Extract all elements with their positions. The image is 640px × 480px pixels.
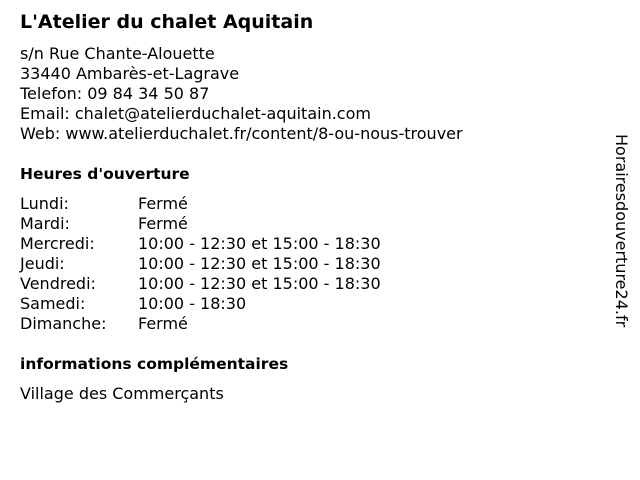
time-value: 10:00 - 12:30 et 15:00 - 18:30 bbox=[138, 254, 381, 273]
time-value: Fermé bbox=[138, 194, 188, 213]
hours-row-wednesday bbox=[20, 234, 381, 254]
phone-number: Telefon: 09 84 34 50 87 bbox=[20, 84, 210, 103]
day-label: Mardi: bbox=[20, 214, 70, 233]
watermark: Horairesdouverture24.fr bbox=[612, 134, 631, 328]
time-value: 10:00 - 12:30 et 15:00 - 18:30 bbox=[138, 234, 381, 253]
day-label: Lundi: bbox=[20, 194, 69, 213]
opening-hours-list bbox=[20, 194, 381, 334]
hours-row-tuesday bbox=[20, 214, 381, 234]
extra-info-heading: informations complémentaires bbox=[20, 355, 289, 373]
page-title: L'Atelier du chalet Aquitain bbox=[20, 11, 314, 33]
street-address: s/n Rue Chante-Alouette bbox=[20, 44, 215, 63]
contact-block bbox=[20, 44, 463, 144]
email-address: Email: chalet@atelierduchalet-aquitain.com bbox=[20, 104, 371, 123]
website-address: Web: www.atelierduchalet.fr/content/8-ou-nous-trouver bbox=[20, 124, 463, 143]
hours-row-saturday bbox=[20, 294, 381, 314]
extra-info-text: Village des Commerçants bbox=[20, 384, 224, 403]
hours-row-thursday bbox=[20, 254, 381, 274]
time-value: Fermé bbox=[138, 314, 188, 333]
day-label: Mercredi: bbox=[20, 234, 95, 253]
hours-row-monday bbox=[20, 194, 381, 214]
hours-heading: Heures d'ouverture bbox=[20, 165, 190, 183]
day-label: Dimanche: bbox=[20, 314, 107, 333]
time-value: 10:00 - 18:30 bbox=[138, 294, 247, 313]
city-address: 33440 Ambarès-et-Lagrave bbox=[20, 64, 240, 83]
day-label: Vendredi: bbox=[20, 274, 96, 293]
day-label: Jeudi: bbox=[20, 254, 65, 273]
time-value: 10:00 - 12:30 et 15:00 - 18:30 bbox=[138, 274, 381, 293]
time-value: Fermé bbox=[138, 214, 188, 233]
hours-row-sunday bbox=[20, 314, 381, 334]
day-label: Samedi: bbox=[20, 294, 86, 313]
hours-row-friday bbox=[20, 274, 381, 294]
